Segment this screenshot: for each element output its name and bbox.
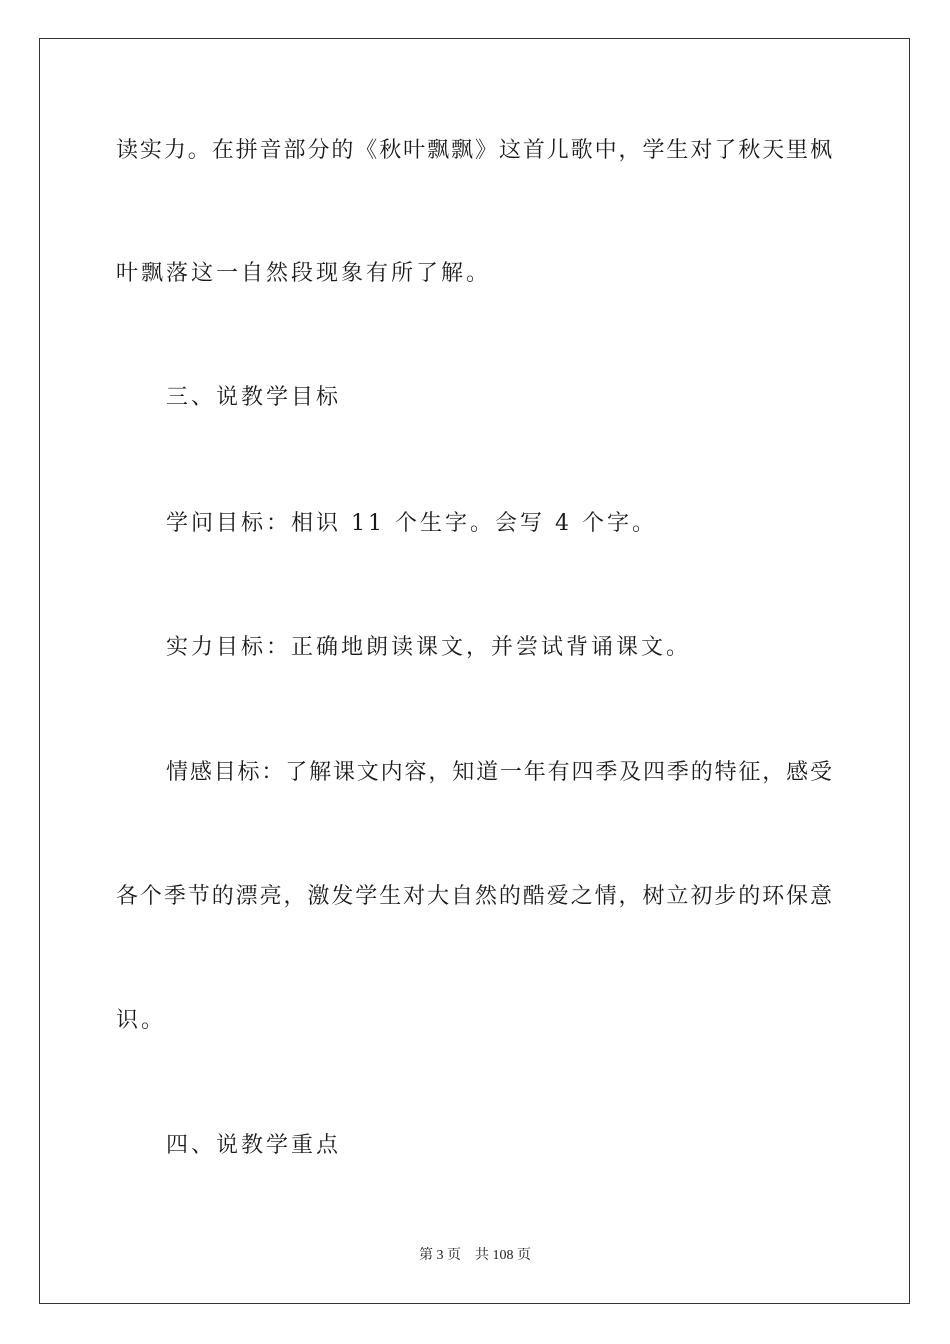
goal-emotion: 各个季节的漂亮，激发学生对大自然的酷爱之情，树立初步的环保意 [116,884,832,909]
page-number-footer: 第 3 页 共 108 页 [419,1248,531,1263]
goal-emotion: 识。 [116,1008,167,1033]
goal-emotion: 情感目标：了解课文内容，知道一年有四季及四季的特征，感受 [166,760,832,785]
paragraph-line: 读实力。在拼音部分的《秋叶飘飘》这首儿歌中，学生对了秋天里枫 [116,138,832,163]
paragraph-line: 叶飘落这一自然段现象有所了解。 [116,261,492,286]
page-frame [39,38,910,1304]
goal-knowledge: 学问目标：相识 11 个生字。会写 4 个字。 [166,511,657,536]
goal-ability: 实力目标：正确地朗读课文，并尝试背诵课文。 [166,635,692,660]
section-heading: 四、说教学重点 [166,1133,342,1158]
section-heading: 三、说教学目标 [166,385,342,410]
